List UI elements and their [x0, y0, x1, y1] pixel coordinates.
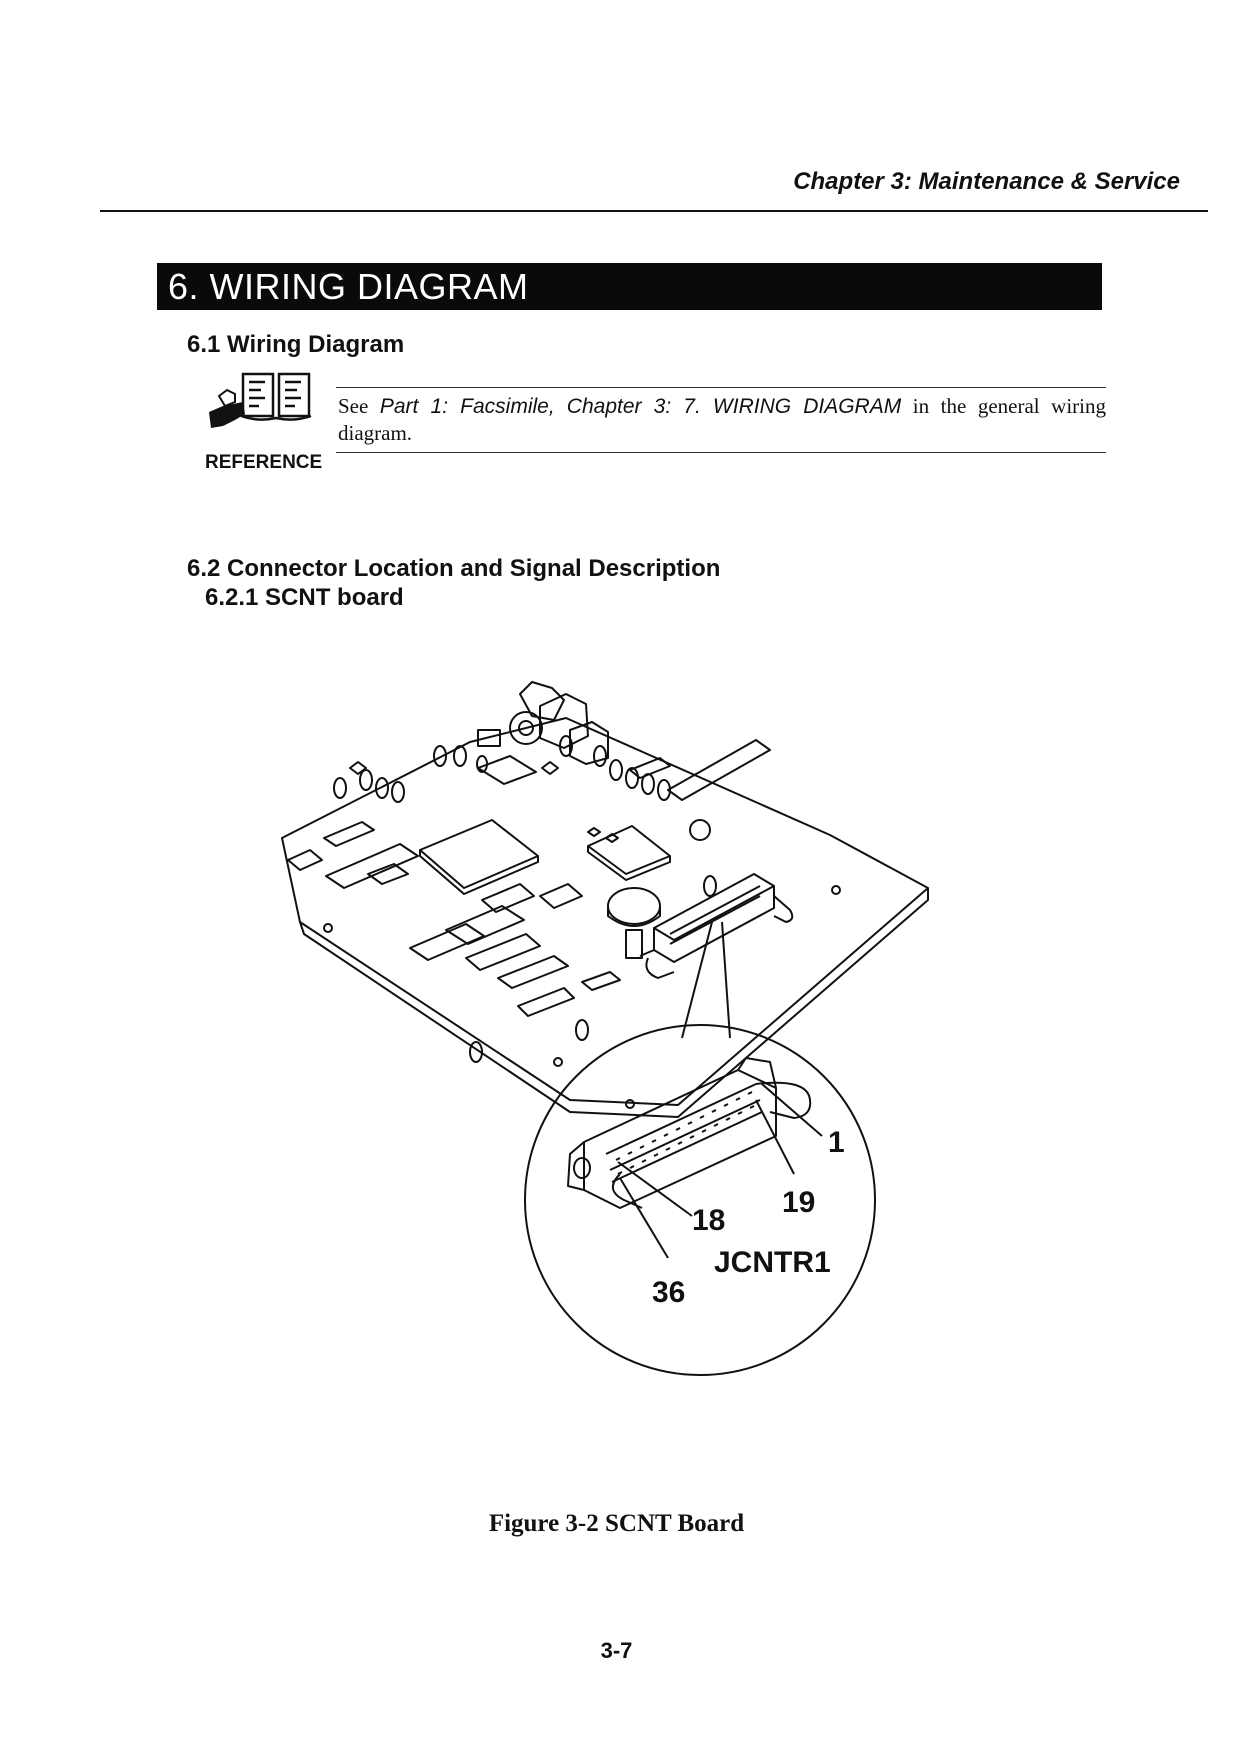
header-rule: [100, 210, 1208, 212]
reference-text-prefix: See: [338, 394, 380, 418]
connector-jcntr1-label: JCNTR1: [714, 1246, 831, 1279]
backup-battery: [608, 888, 660, 924]
reference-rule-bottom: [336, 452, 1106, 453]
subsection-heading-wiring-diagram: 6.1 Wiring Diagram: [187, 331, 405, 358]
reference-label: REFERENCE: [205, 452, 323, 472]
pin-18-label: 18: [692, 1204, 726, 1237]
subsection-heading-connector-location: 6.2 Connector Location and Signal Description: [187, 555, 721, 582]
main-ic: [420, 820, 538, 888]
page-number: 3-7: [600, 1638, 633, 1663]
pin-19-label: 19: [782, 1186, 816, 1219]
reference-text-suffix: in the general wiring diagram.: [338, 394, 1107, 445]
board-outline: [282, 718, 928, 1105]
subsection-heading-scnt-board: 6.2.1 SCNT board: [205, 584, 404, 611]
chapter-header: Chapter 3: Maintenance & Service: [793, 168, 1180, 195]
pin-36-label: 36: [652, 1276, 686, 1309]
reference-rule-top: [336, 387, 1106, 388]
reference-cross-link: Part 1: Facsimile, Chapter 3: 7. WIRING DIAGRAM: [379, 395, 902, 418]
pin-1-label: 1: [828, 1126, 845, 1159]
figure-caption: Figure 3-2 SCNT Board: [488, 1510, 745, 1537]
section-title: 6. WIRING DIAGRAM: [168, 266, 529, 307]
connector-zoom-circle: [525, 1025, 875, 1375]
reference-book-icon: [205, 368, 327, 472]
reference-note: [338, 393, 1106, 447]
scnt-board-figure: [270, 660, 1010, 1430]
